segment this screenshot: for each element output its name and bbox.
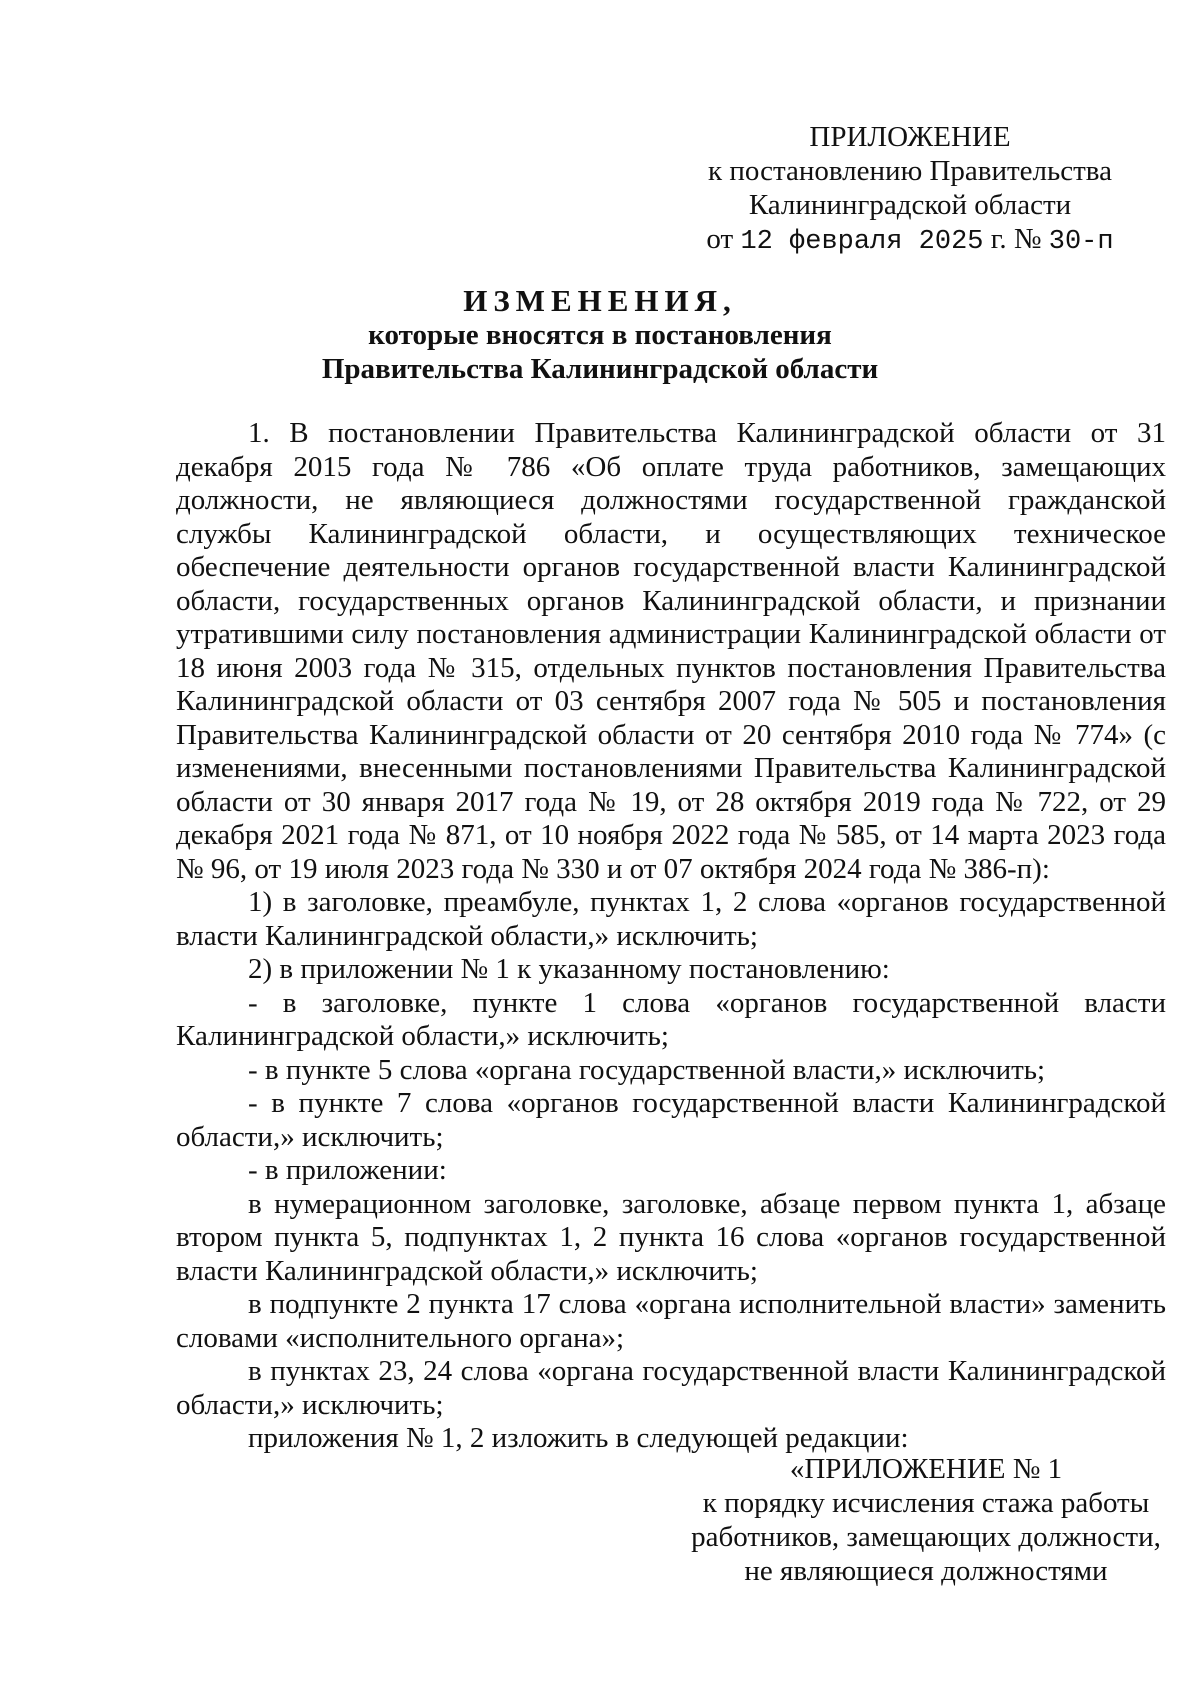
appendix-header: [700, 120, 1120, 259]
document-title: [170, 284, 1030, 386]
paragraph: - в пункте 7 слова «органов государственной власти Калининградской области,» исключить;: [176, 1087, 1166, 1153]
title-sub-2: Правительства Калининградской области: [321, 353, 879, 385]
appendix-1-line-2: к порядку исчисления стажа работы: [702, 1487, 1150, 1519]
appendix-1-line-3: работников, замещающих должности,: [691, 1521, 1161, 1553]
appendix-region: Калининградской области: [748, 189, 1072, 221]
paragraph: - в приложении:: [248, 1154, 447, 1186]
paragraph: в нумерационном заголовке, заголовке, абзаце первом пункта 1, абзаце втором пункта 5, подпунктах 1, 2 пункта 16 слова «органов государственной власти Калининградской области,» исключить;: [176, 1187, 1166, 1287]
paragraph: - в пункте 5 слова «органа государственной власти,» исключить;: [248, 1053, 1046, 1086]
appendix-1-label: «ПРИЛОЖЕНИЕ № 1: [789, 1453, 1063, 1485]
appendix-date-line: [700, 222, 1120, 259]
paragraph: в подпункте 2 пункта 17 слова «органа исполнительной власти» заменить словами «исполнительного органа»;: [176, 1288, 1166, 1354]
appendix-1-line-4: не являющиеся должностями: [744, 1555, 1108, 1587]
number-prefix: г. №: [990, 223, 1042, 255]
paragraph: 1. В постановлении Правительства Калининградской области от 31 декабря 2015 года № 786 «Об оплате труда работников, замещающих должности, не являющиеся должностями государственной гражданской службы Калининградской области, и осуществляющих техническое обеспечение деятельности органов государственной власти Калининградской области, государственных органов Калининградской области, и признании утратившими силу постановления администрации Калининградской области от 18 июня 2003 года № 315, отдельных пунктов постановления Правительства Калининградской области от 03 сентября 2007 года № 505 и постановления Правительства Калининградской области от 20 сентября 2010 года № 774» (с изменениями, внесенными постановлениями Правительства Калининградской области от 30 января 2017 года № 19, от 28 октября 2019 года № 722, от 29 декабря 2021 года № 871, от 10 ноября 2022 года № 585, от 14 марта 2023 года № 96, от 19 июля 2023 года № 330 и от 07 октября 2024 года № 386-п):: [176, 417, 1166, 885]
paragraph: - в заголовке, пункте 1 слова «органов государственной власти Калининградской области,» исключить;: [176, 986, 1166, 1052]
paragraph: приложения № 1, 2 изложить в следующей редакции:: [248, 1422, 909, 1454]
appendix-to-resolution: к постановлению Правительства: [708, 155, 1112, 187]
date-prefix: от: [706, 223, 734, 255]
paragraph: 2) в приложении № 1 к указанному постановлению:: [248, 953, 890, 985]
appendix-1-header: [676, 1452, 1176, 1588]
appendix-label: ПРИЛОЖЕНИЕ: [809, 121, 1011, 153]
resolution-date: 12 февраля 2025: [740, 227, 984, 257]
title-sub-1: которые вносятся в постановления: [368, 319, 832, 351]
document-body: [176, 417, 1166, 1456]
paragraph: 1) в заголовке, преамбуле, пунктах 1, 2 слова «органов государственной власти Калининградской области,» исключить;: [176, 886, 1166, 952]
paragraph: в пунктах 23, 24 слова «органа государственной власти Калининградской области,» исключить;: [176, 1355, 1166, 1421]
resolution-number: 30-п: [1048, 227, 1114, 257]
title-main: ИЗМЕНЕНИЯ,: [463, 283, 737, 318]
